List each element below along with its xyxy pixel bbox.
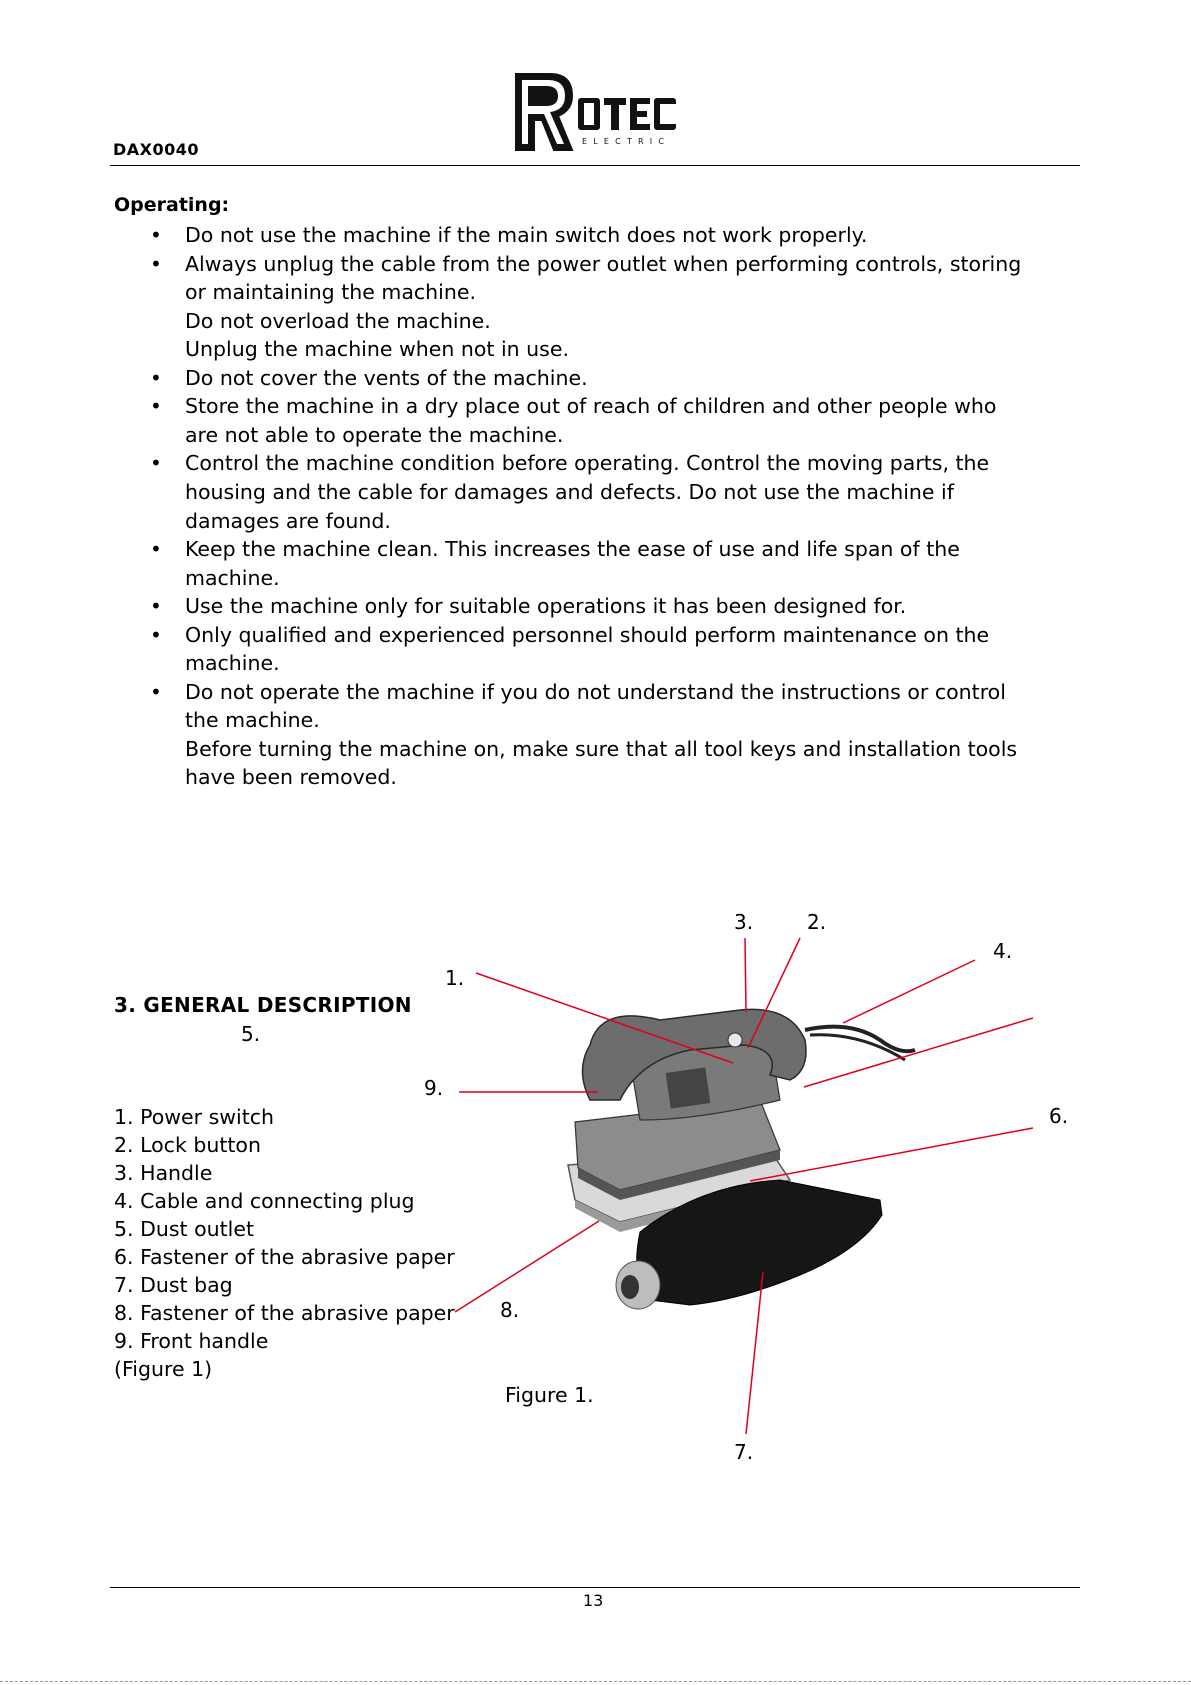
bullet-marker: • (150, 451, 162, 475)
bullet-item-text: Do not cover the vents of the machine. (185, 366, 588, 390)
continuation-text: the machine. (185, 708, 320, 732)
legend-item: 8. Fastener of the abrasive paper (114, 1301, 455, 1325)
legend-item: 6. Fastener of the abrasive paper (114, 1245, 455, 1269)
callout-8: 8. (500, 1298, 520, 1322)
document-code: DAX0040 (113, 140, 200, 159)
bullet-marker: • (150, 680, 162, 704)
bullet-marker: • (150, 537, 162, 561)
continuation-text: or maintaining the machine. (185, 280, 476, 304)
bullet-item-text: Do not use the machine if the main switch does not work properly. (185, 223, 868, 247)
section-title: 3. GENERAL DESCRIPTION (114, 993, 412, 1017)
legend-item: 3. Handle (114, 1161, 213, 1185)
legend-item: 5. Dust outlet (114, 1217, 255, 1241)
bullet-marker: • (150, 223, 162, 247)
callout-4: 4. (993, 939, 1013, 963)
figure-caption: Figure 1. (505, 1383, 594, 1407)
callout-1: 1. (445, 966, 465, 990)
legend-item: (Figure 1) (114, 1357, 213, 1381)
callout-5: 5. (241, 1022, 261, 1046)
bullet-item-text: Always unplug the cable from the power outlet when performing controls, storing (185, 252, 1022, 276)
bullet-marker: • (150, 252, 162, 276)
continuation-text: have been removed. (185, 765, 397, 789)
continuation-text: Before turning the machine on, make sure that all tool keys and installation tools (185, 737, 1018, 761)
continuation-text: housing and the cable for damages and defects. Do not use the machine if (185, 480, 954, 504)
page-edge (0, 1681, 1191, 1682)
bullet-item-text: Use the machine only for suitable operations it has been designed for. (185, 594, 907, 618)
operating-heading: Operating: (114, 194, 230, 216)
parts-legend (114, 1103, 455, 1383)
callout-7: 7. (734, 1440, 754, 1464)
bullet-item-text: Only qualified and experienced personnel should perform maintenance on the (185, 623, 990, 647)
legend-item: 7. Dust bag (114, 1273, 233, 1297)
bullet-marker: • (150, 394, 162, 418)
continuation-text: damages are found. (185, 509, 391, 533)
continuation-text: machine. (185, 566, 280, 590)
svg-text:ELECTRIC: ELECTRIC (582, 137, 671, 146)
legend-item: 1. Power switch (114, 1105, 275, 1129)
page-number: 13 (583, 1591, 604, 1610)
legend-item: 2. Lock button (114, 1133, 261, 1157)
bullet-item-text: Store the machine in a dry place out of reach of children and other people who (185, 394, 997, 418)
legend-item: 9. Front handle (114, 1329, 269, 1353)
footer-rule (110, 1587, 1080, 1588)
continuation-text: Unplug the machine when not in use. (185, 337, 569, 361)
callout-2: 2. (807, 910, 827, 934)
bullet-item-text: Do not operate the machine if you do not understand the instructions or control (185, 680, 1006, 704)
bullet-marker: • (150, 623, 162, 647)
callout-3: 3. (734, 910, 754, 934)
bullet-item-text: Keep the machine clean. This increases the ease of use and life span of the (185, 537, 960, 561)
continuation-text: are not able to operate the machine. (185, 423, 564, 447)
continuation-text: machine. (185, 651, 280, 675)
callout-9: 9. (424, 1076, 444, 1100)
bullet-marker: • (150, 366, 162, 390)
continuation-text: Do not overload the machine. (185, 309, 491, 333)
bullet-marker: • (150, 594, 162, 618)
bullet-item-text: Control the machine condition before operating. Control the moving parts, the (185, 451, 990, 475)
legend-item: 4. Cable and connecting plug (114, 1189, 415, 1213)
callout-6: 6. (1049, 1104, 1069, 1128)
